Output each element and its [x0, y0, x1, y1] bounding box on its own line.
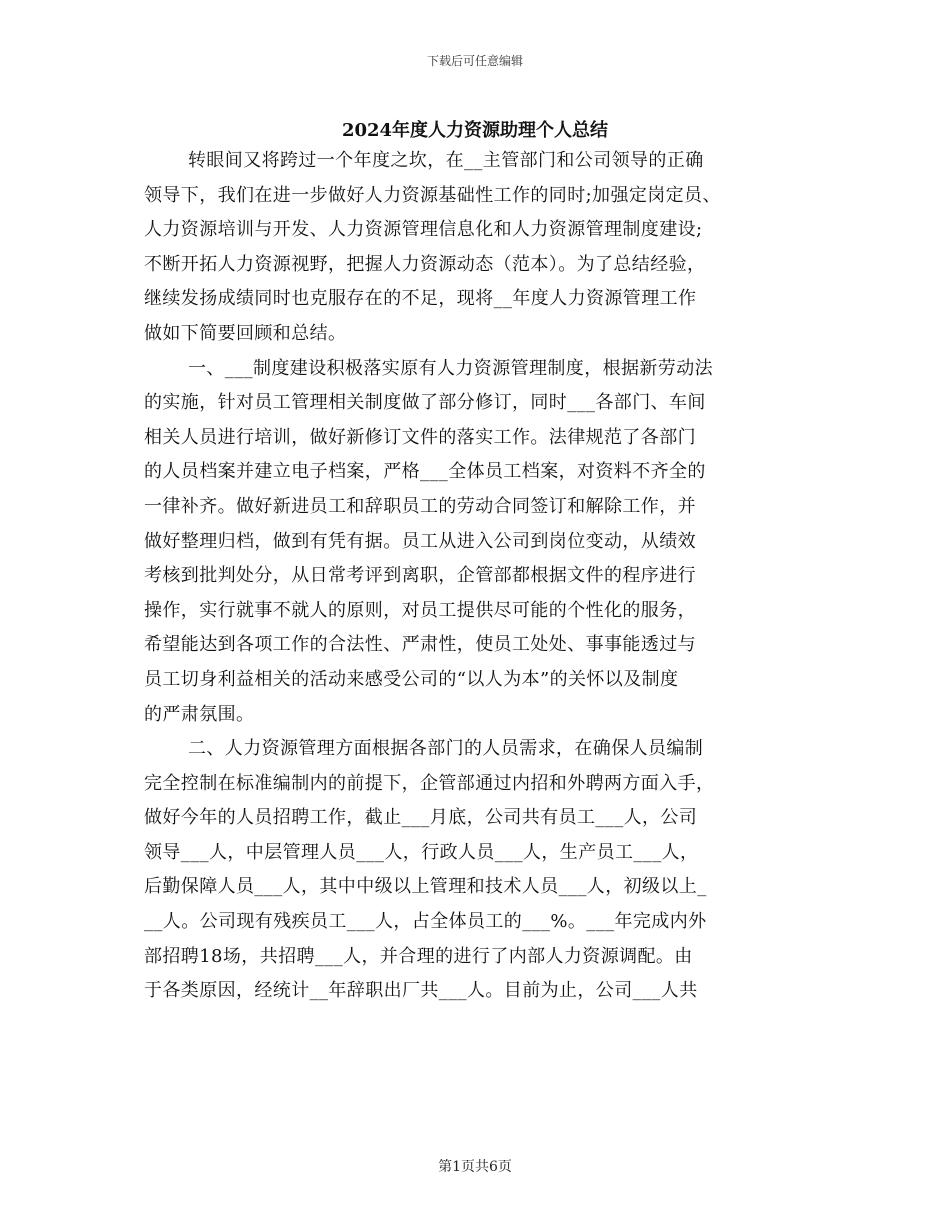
text-line: 后勤保障人员___人，其中中级以上管理和技术人员___人，初级以上_ — [144, 876, 707, 898]
document-title: 2024年度人力资源助理个人总结 — [341, 120, 609, 141]
paragraph-section-2 — [144, 732, 816, 1009]
text-line: 操作，实行就事不就人的原则，对员工提供尽可能的个性化的服务， — [144, 599, 696, 621]
text-line: 相关人员进行培训，做好新修订文件的落实工作。法律规范了各部门 — [144, 426, 696, 448]
text-line: 做如下简要回顾和总结。 — [144, 322, 347, 344]
page-footer: 第1页共6页 — [438, 1159, 512, 1175]
text-line: 继续发扬成绩同时也克服存在的不足，现将__年度人力资源管理工作 — [144, 288, 697, 310]
text-line: 领导___人，中层管理人员___人，行政人员___人，生产员工___人， — [144, 841, 699, 863]
text-line: 的实施，针对员工管理相关制度做了部分修订，同时___各部门、车间 — [144, 392, 706, 414]
paragraph-section-1 — [144, 352, 816, 733]
text-line: 不断开拓人力资源视野，把握人力资源动态（范本）。为了总结经验， — [144, 253, 706, 275]
text-line: 希望能达到各项工作的合法性、严肃性，使员工处处、事事能透过与 — [144, 634, 696, 656]
page-header: 下载后可任意编辑 — [426, 54, 523, 68]
text-line: __人。公司现有残疾员工___人，占全体员工的___%。___年完成内外 — [144, 911, 707, 933]
text-line: 转眼间又将跨过一个年度之坎，在__主管部门和公司领导的正确 — [188, 150, 704, 171]
paragraph-intro — [144, 144, 816, 352]
text-line: 的严肃氛围。 — [144, 703, 255, 725]
text-line: 做好今年的人员招聘工作，截止___月底，公司共有员工___人，公司 — [144, 807, 698, 829]
text-line: 部招聘18场，共招聘___人，并合理的进行了内部人力资源调配。由 — [144, 945, 693, 967]
text-line: 做好整理归档，做到有凭有据。员工从进入公司到岗位变动，从绩效 — [144, 530, 696, 552]
text-line: 的人员档案并建立电子档案，严格___全体员工档案，对资料不齐全的 — [144, 461, 706, 483]
text-line: 一、___制度建设积极落实原有人力资源管理制度，根据新劳动法 — [188, 357, 713, 379]
document-body — [144, 144, 816, 1009]
text-line: 完全控制在标准编制内的前提下，企管部通过内招和外聘两方面入手， — [144, 772, 715, 794]
text-line: 考核到批判处分，从日常考评到离职，企管部都根据文件的程序进行 — [144, 565, 696, 587]
text-line: 领导下，我们在进一步做好人力资源基础性工作的同时;加强定岗定员、 — [144, 184, 721, 206]
text-line: 二、人力资源管理方面根据各部门的人员需求，在确保人员编制 — [188, 738, 704, 760]
text-line: 员工切身利益相关的活动来感受公司的“以人为本”的关怀以及制度 — [144, 668, 679, 690]
text-line: 一律补齐。做好新进员工和辞职员工的劳动合同签订和解除工作，并 — [144, 495, 696, 517]
text-line: 于各类原因，经统计__年辞职出厂共___人。目前为止，公司___人共 — [144, 980, 698, 1002]
text-line: 人力资源培训与开发、人力资源管理信息化和人力资源管理制度建设; — [144, 219, 703, 241]
